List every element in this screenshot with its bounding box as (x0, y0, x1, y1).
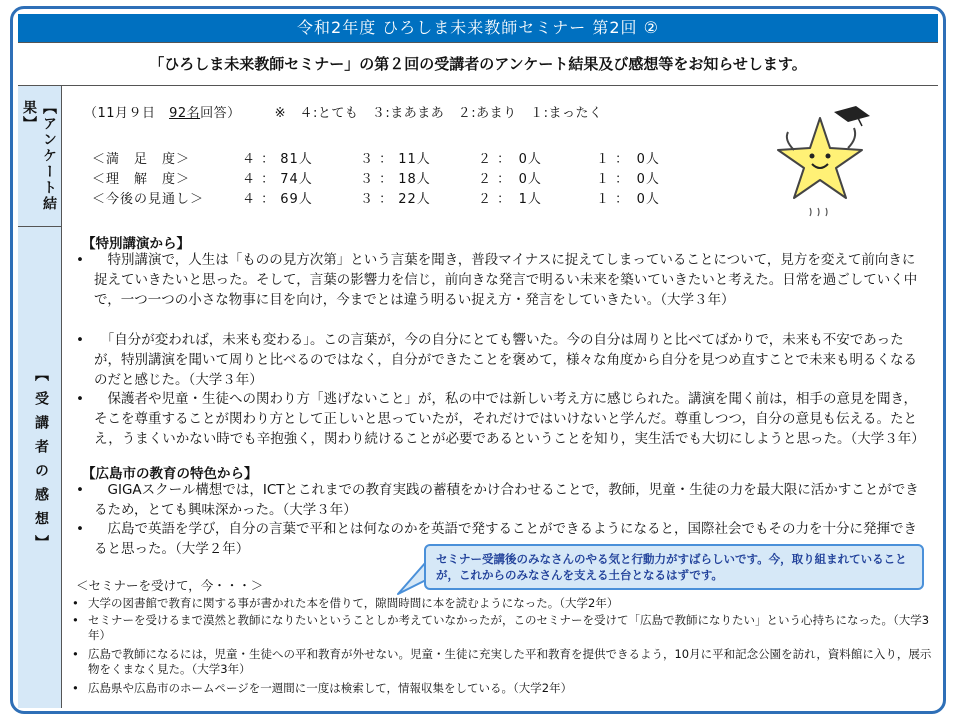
bullet-dot: • (76, 391, 84, 407)
row-label: ＜理 解 度＞ (92, 172, 191, 187)
list-item: • セミナーを受けるまで漠然と教師になりたいということしか考えていなかったが，このセミナーを受けて「広島で教師になりたい」という心持ちになった。（大学3年） (72, 613, 930, 642)
list-item: • 広島で英語を学び，自分の言葉で平和とは何なのかを英語で発することができるようになると，国際社会でもその力を十分に発揮できると思った。（大学２年） (76, 521, 917, 557)
row-v3: ３ ： 22人 (360, 192, 431, 207)
bullet-dot: • (76, 521, 84, 537)
row-v1: １ ： 0人 (596, 192, 660, 207)
survey-row-outlook (92, 188, 714, 207)
row-v3: ３ ： 18人 (360, 172, 431, 187)
row-v1: １ ： 0人 (596, 172, 660, 187)
row-v1: １ ： 0人 (596, 152, 660, 167)
bullet-dot: • (72, 596, 79, 610)
survey-row-satisfaction (92, 148, 714, 167)
list-item: • GIGAスクール構想では，ICTとこれまでの教育実践の蓄積をかけ合わせることで，教師，児童・生徒の力を最大限に活かすことができるため，とても興味深かった。（大学３年） (76, 482, 919, 518)
impressions-side-label-text: 【受講者の感想】 (33, 367, 49, 559)
survey-scale: ※ ４:とても ３:まあまあ ２:あまり １:まったく (274, 106, 603, 121)
survey-row-understanding (92, 168, 714, 187)
list-item: • 特別講演で，人生は「ものの見方次第」という言葉を聞き，普段マイナスに捉えてしまっていることについて，見方を変えて前向きに捉えていきたいと思った。そして，言葉の影響力を信じ，前向きな発言で明るい未来を築いていきたいと考えた。日常を過ごしていく中で，一つ一つの小さな物事に目を向け，今までとは違う明るい捉え方・発言をしていきたい。（大学３年） (76, 252, 918, 308)
bullet-dot: • (76, 332, 84, 348)
section-title-special-lecture: 【特別講演から】 (82, 236, 190, 252)
bullet-dot: • (76, 482, 84, 498)
row-v4: ４ ： 69人 (242, 192, 313, 207)
bullet-dot: • (72, 681, 79, 695)
survey-side-label-text: 【アンケート結果】 (21, 100, 57, 212)
row-v3: ３ ： 11人 (360, 152, 431, 167)
row-v2: ２ ： 0人 (478, 172, 542, 187)
star-mascot-icon (772, 104, 882, 219)
page-title: 令和2年度 ひろしま未来教師セミナー 第2回 ② (18, 14, 938, 42)
row-v4: ４ ： 74人 (242, 172, 313, 187)
survey-answered: 回答） (200, 106, 235, 121)
bullet-dot: • (72, 613, 79, 627)
row-label: ＜今後の見通し＞ (92, 192, 205, 207)
impressions-side-label (18, 226, 62, 708)
list-item: • 保護者や児童・生徒への関わり方「逃げないこと」が，私の中では新しい考え方に感じられた。講演を聞く前は，相手の意見を聞き，そこを尊重することが関わり方として正しいと思っていたが，それだけではいけないと学んだ。尊重しつつ，自分の意見も伝える。たとえ，うまくいかない時でも辛抱強く，関わり続けることが必要であるということを知り，実生活でも大切にしようと思った。（大学３年） (76, 391, 925, 447)
survey-header (84, 102, 603, 121)
list-item: • 大学の図書館で教育に関する事が書かれた本を借りて，隙間時間に本を読むようになった。（大学2年） (72, 596, 619, 610)
row-v4: ４ ： 81人 (242, 152, 313, 167)
survey-date: （11月９日 (84, 106, 156, 121)
bullet-dot: • (76, 252, 84, 268)
teacher-comment-callout: セミナー受講後のみなさんのやる気と行動力がすばらしいです。今，取り組まれていることが，これからのみなさんを支える土台となるはずです。 (424, 544, 924, 590)
seminar-subheading: ＜セミナーを受けて，今・・・＞ (76, 578, 264, 593)
survey-count: 92名 (169, 106, 201, 121)
row-v2: ２ ： 1人 (478, 192, 542, 207)
row-label: ＜満 足 度＞ (92, 152, 191, 167)
bullet-dot: • (72, 647, 79, 661)
row-v2: ２ ： 0人 (478, 152, 542, 167)
section-title-hiroshima-education: 【広島市の教育の特色から】 (82, 466, 258, 482)
list-item: • 「自分が変われば，未来も変わる」。この言葉が，今の自分にとても響いた。今の自分は周りと比べてばかりで，未来も不安であったが，特別講演を聞いて周りと比べるのではなく，自分ができたことを褒めて，様々な角度から自分を見つめ直すことで未来も明るくなるのだと感じた。（大学３年） (76, 332, 917, 388)
list-item: • 広島県や広島市のホームページを一週間に一度は検索して，情報収集をしている。（大学2年） (72, 681, 573, 695)
survey-side-label (18, 86, 62, 226)
headline: 「ひろしま未来教師セミナー」の第２回の受講者のアンケート結果及び感想等をお知らせします。 (18, 42, 938, 86)
list-item: • 広島で教師になるには，児童・生徒への平和教育が外せない。児童・生徒に充実した平和教育を提供できるよう，10月に平和記念公園を訪れ，資料館に入り，展示物をくまなく見た。（大学3年） (72, 647, 932, 676)
